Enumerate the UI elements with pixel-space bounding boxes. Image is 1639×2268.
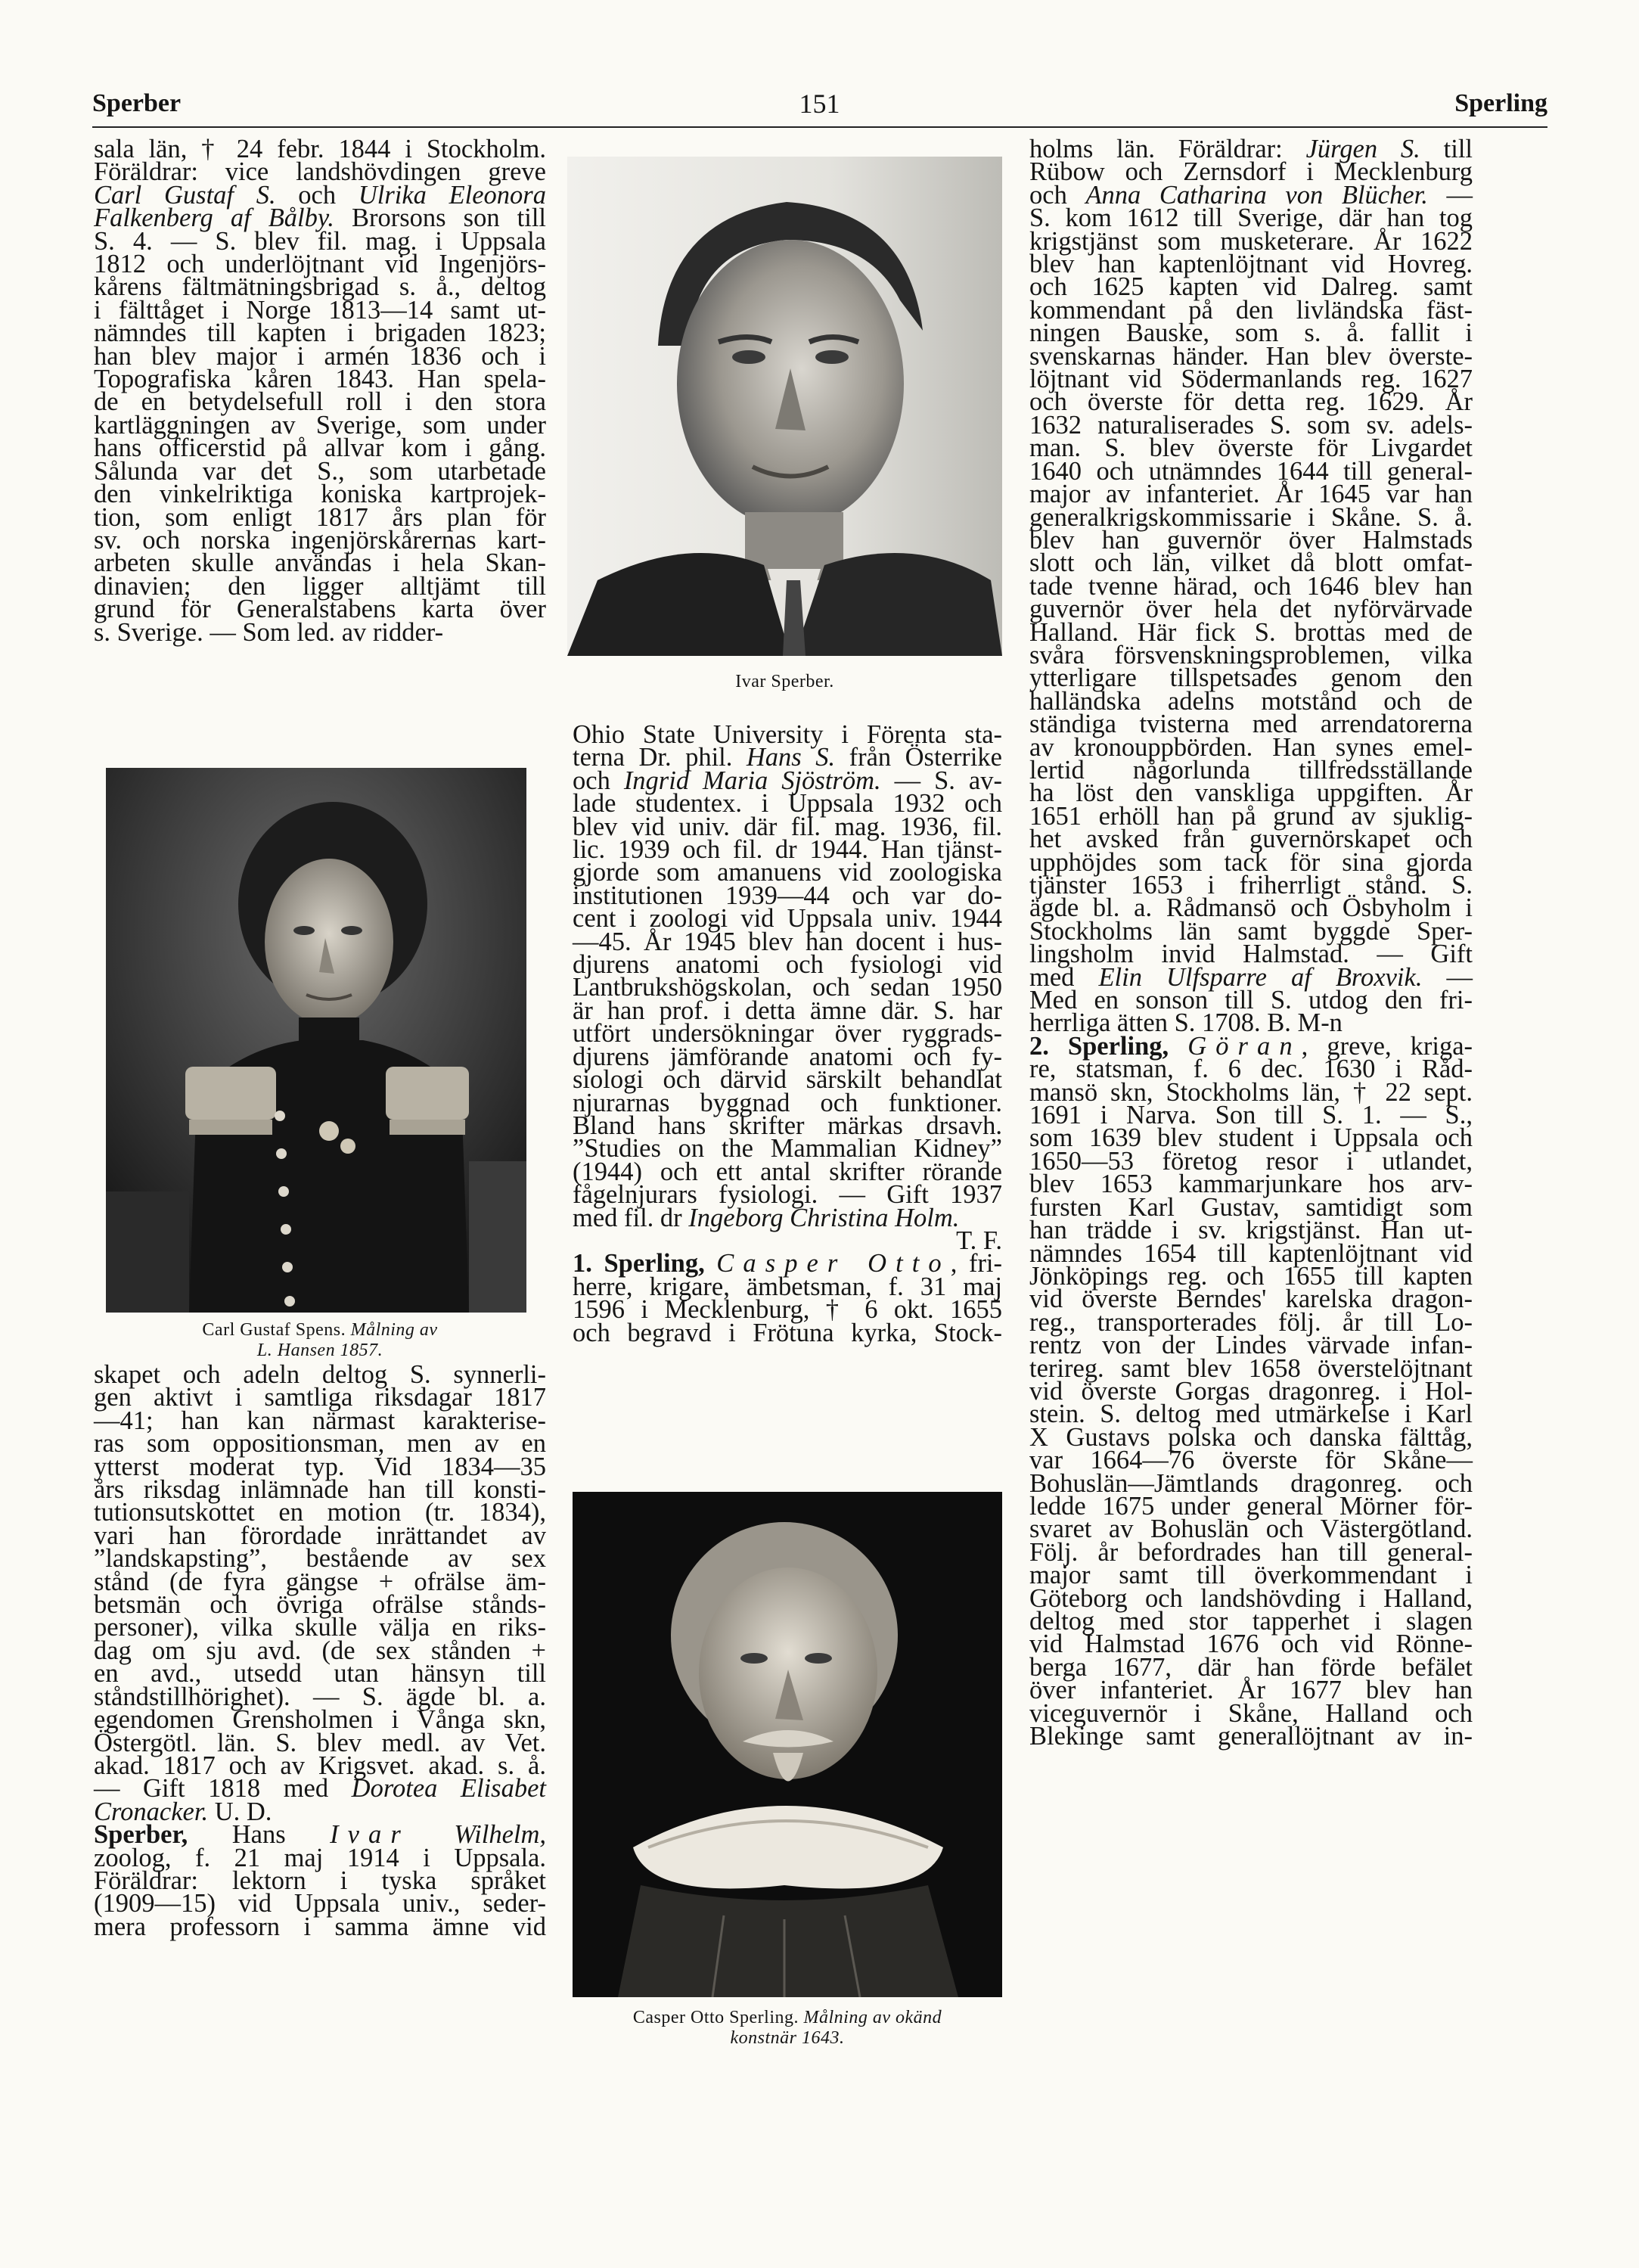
col3-line: blev han kaptenlöjtnant vid Hovreg.	[1029, 250, 1473, 279]
col3-line: herrliga ätten S. 1708. B. M-n	[1029, 1008, 1343, 1038]
portrait-spens-image	[106, 768, 526, 1313]
col3-line: stein. S. deltog med utmärkelse i Karl	[1029, 1400, 1473, 1429]
col1-bottom-line: Cronacker. U. D.	[94, 1797, 272, 1826]
caption-sperling-line2: konstnär 1643.	[730, 2028, 845, 2048]
col2-line: Ohio State University i Förenta sta-	[573, 720, 1002, 749]
col2-line: djurens anatomi och fysiologi vid	[573, 950, 1002, 980]
col1-top-line: arbeten skulle användas i hela Skan-	[94, 548, 546, 578]
col3-line: re, statsman, f. 6 dec. 1630 i Råd-	[1029, 1055, 1473, 1084]
col1-top-line: Topografiska kåren 1843. Han spela-	[94, 365, 546, 394]
col3-line: svenskarnas händer. Han blev överste-	[1029, 341, 1473, 371]
col3-line: av kronouppbörden. Han synes emel-	[1029, 732, 1473, 762]
header-rule	[92, 126, 1547, 128]
col2-line: —45. År 1945 blev han docent i hus-	[573, 927, 1002, 956]
col3-line: 2. Sperling, Göran, greve, kriga-	[1029, 1031, 1473, 1061]
col1-bottom-line: egendomen Grensholmen i Vånga skn,	[94, 1705, 546, 1735]
col3-line: ständiga tvisterna med arrendatorerna	[1029, 710, 1473, 739]
col3-line: 1640 och utnämndes 1644 till general-	[1029, 456, 1473, 486]
col3-line: lingsholm invid Halmstad. — Gift	[1029, 940, 1473, 969]
col2-line: utfört undersökningar över ryggrads-	[573, 1019, 1002, 1049]
col3-line: viceguvernör i Skåne, Halland och	[1029, 1698, 1473, 1728]
col3-line: generalkrigskommissarie i Skåne. S. å.	[1029, 502, 1473, 532]
col3-line: S. kom 1612 till Sverige, där han tog	[1029, 203, 1473, 233]
col2-line: (1944) och ett antal skrifter rörande	[573, 1157, 1002, 1186]
col1-bottom-line: ras som oppositionsman, men av en	[94, 1429, 546, 1459]
column-1-bottom	[94, 1360, 547, 1941]
signature-tf: T. F.	[956, 1226, 1002, 1255]
col2-line: lic. 1939 och fil. dr 1944. Han tjänst-	[573, 835, 1002, 865]
col3-line: X Gustavs polska och danska fälttåg,	[1029, 1422, 1473, 1452]
col3-line: het avsked från guvernörskapet och	[1029, 825, 1473, 854]
sperling1-line: herre, krigare, ämbetsman, f. 31 maj	[573, 1272, 1002, 1301]
col1-top-line: han blev major i armén 1836 och i	[94, 341, 546, 371]
page-number: 151	[799, 89, 840, 119]
col3-line: major av infanteriet. År 1645 var han	[1029, 480, 1473, 509]
col3-line: svaret av Bohuslän och Västergötland.	[1029, 1515, 1473, 1544]
col1-bottom-line: dag om sju avd. (de sex stånden +	[94, 1636, 546, 1665]
col3-line: Halland. Här fick S. brottas med de	[1029, 617, 1473, 647]
col3-line: reg., transporterades följ. år till Lo-	[1029, 1307, 1473, 1337]
col3-line: vid Halmstad 1676 och vid Rönne-	[1029, 1630, 1473, 1659]
col3-line: 1651 erhöll han på grund av sjuklig-	[1029, 801, 1473, 831]
col3-line: fursten Karl Gustav, samtidigt som	[1029, 1192, 1473, 1222]
col3-line: Med en sonson till S. utdog den fri-	[1029, 986, 1473, 1015]
col2-line: institutionen 1939—44 och var do-	[573, 881, 1002, 910]
sperling1-line: 1596 i Mecklenburg, † 6 okt. 1655	[573, 1295, 1002, 1325]
col2-line: siologi och därvid särskilt behandlat	[573, 1065, 1002, 1095]
col1-top-line: tion, som enligt 1817 års plan för	[94, 502, 546, 532]
col3-line: man. S. blev överste för Livgardet	[1029, 433, 1473, 463]
col3-line: ägde bl. a. Rådmansö och Ösbyholm i	[1029, 893, 1473, 923]
col1-bottom-line: ytterst moderat typ. Vid 1834—35	[94, 1452, 546, 1481]
col2-line: med fil. dr Ingeborg Christina Holm.	[573, 1203, 960, 1232]
col3-line: Rübow och Zernsdorf i Mecklenburg	[1029, 157, 1473, 187]
col3-line: ha löst den vanskliga uppgiften. År	[1029, 778, 1473, 808]
col3-line: blev han guvernör över Halmstads	[1029, 525, 1473, 555]
sperber-entry-line: Sperber, Hans Ivar Wilhelm,	[94, 1820, 547, 1850]
col2-line: gjorde som amanuens vid zoologiska	[573, 858, 1002, 887]
col3-line: löjtnant vid Södermanlands reg. 1627	[1029, 365, 1473, 394]
col3-line: Blekinge samt generallöjtnant av in-	[1029, 1722, 1473, 1751]
col1-bottom-line: en avd., utsedd utan hänsyn till	[94, 1659, 546, 1689]
col2-line: är han prof. i detta ämne där. S. har	[573, 996, 1002, 1025]
col1-bottom-line: akad. 1817 och av Krigsvet. akad. s. å.	[94, 1751, 546, 1780]
col1-bottom-line: Östergötl. län. S. blev medl. av Vet.	[94, 1728, 546, 1757]
col3-line: tade tvenne härad, och 1646 blev han	[1029, 571, 1473, 601]
running-head-left: Sperber	[92, 89, 182, 117]
col1-top-line: hans officerstid på allvar kom i gång.	[94, 433, 546, 463]
col3-line: guvernör över hela det nyförvärvade	[1029, 595, 1473, 624]
sperber-entry-line: mera professorn i samma ämne vid	[94, 1912, 546, 1941]
col3-line: och överste för detta reg. 1629. År	[1029, 387, 1473, 417]
sperber-entry-line: (1909—15) vid Uppsala univ., seder-	[94, 1889, 546, 1918]
col1-bottom-line: tutionsutskottet en motion (tr. 1834),	[94, 1498, 546, 1527]
col1-bottom-line: vari han förordade inrättandet av	[94, 1521, 546, 1550]
col1-top-line: sala län, † 24 febr. 1844 i Stockholm.	[94, 135, 546, 163]
col3-line: Göteborg och landshövding i Halland,	[1029, 1583, 1473, 1613]
col3-line: rentz von der Lindes värvade infan-	[1029, 1331, 1473, 1360]
col3-line: halländska adelns motstånd och de	[1029, 686, 1473, 716]
col1-bottom-line: års riksdag inlämnade han till konsti-	[94, 1475, 546, 1505]
col3-line: tjänster 1653 i friherrligt stånd. S.	[1029, 871, 1473, 899]
col2-line: lade studentex. i Uppsala 1932 och	[573, 789, 1002, 819]
col3-line: Följ. år befordrades han till general-	[1029, 1537, 1473, 1567]
col3-line: major samt till överkommendant i	[1029, 1561, 1473, 1590]
caption-spens	[94, 1320, 546, 1361]
portrait-sperling-image	[573, 1492, 1002, 1997]
col1-top-line: Falkenberg af Bålby. Brorsons son till	[94, 203, 546, 233]
col3-line: nämndes 1654 till kaptenlöjtnant vid	[1029, 1238, 1473, 1268]
col3-line: kommendant på den livländska fäst-	[1029, 295, 1473, 325]
caption-sperling	[573, 2008, 1002, 2049]
col2-line: och Ingrid Maria Sjöström. — S. av-	[573, 766, 1002, 795]
caption-spens-text: Carl Gustaf Spens.	[202, 1320, 351, 1340]
col2-line: njurarnas byggnad och funktioner.	[573, 1088, 1002, 1117]
sperber-entry-line: Föräldrar: lektorn i tyska språket	[94, 1866, 546, 1895]
column-3	[1029, 135, 1473, 1751]
col3-line: med Elin Ulfsparre af Broxvik. —	[1029, 962, 1473, 992]
col1-bottom-line: ”landskapsting”, bestående av sex	[94, 1544, 546, 1574]
col2-line: blev vid univ. där fil. mag. 1936, fil.	[573, 812, 1002, 841]
col1-bottom-line: —41; han kan närmast karakterise-	[94, 1406, 546, 1435]
col3-line: upphöjdes som tack för sina gjorda	[1029, 847, 1473, 877]
caption-spens-italic: Målning av	[350, 1320, 438, 1340]
col3-line: vid överste Berndes' karelska dragon-	[1029, 1285, 1473, 1314]
col1-bottom-line: skapet och adeln deltog S. synnerli-	[94, 1360, 546, 1389]
col1-bottom-line: — Gift 1818 med Dorotea Elisabet	[94, 1774, 546, 1804]
col3-line: 1632 naturaliserades S. som sv. adels-	[1029, 410, 1473, 440]
caption-sperling-italic: Målning av okänd	[803, 2008, 942, 2027]
col3-line: Bohuslän—Jämtlands dragonreg. och	[1029, 1468, 1473, 1498]
col3-line: Jönköpings reg. och 1655 till kapten	[1029, 1261, 1473, 1291]
col3-line: slott och län, vilket då blott omfat-	[1029, 548, 1473, 578]
col3-line: krigstjänst som musketerare. År 1622	[1029, 226, 1473, 256]
col1-top-line: de en betydelsefull roll i den stora	[94, 387, 546, 417]
col1-top-line: Sålunda var det S., som utarbetade	[94, 456, 546, 486]
caption-spens-line2: L. Hansen 1857.	[256, 1341, 383, 1360]
col1-top-line: 1812 och underlöjtnant vid Ingenjörs-	[94, 250, 546, 279]
col3-line: svåra försvenskningsproblemen, vilka	[1029, 640, 1473, 670]
col3-line: terireg. samt blev 1658 överstelöjtnant	[1029, 1353, 1473, 1383]
col1-bottom-line: personer), vilka skulle välja en riks-	[94, 1613, 546, 1642]
col1-top-line: S. 4. — S. blev fil. mag. i Uppsala	[94, 226, 546, 256]
col3-line: 1650—53 företog resor i utlandet,	[1029, 1146, 1473, 1176]
col3-line: han trädde i sv. krigstjänst. Han ut-	[1029, 1216, 1473, 1245]
sperber-entry-line: zoolog, f. 21 maj 1914 i Uppsala.	[94, 1843, 546, 1872]
col1-bottom-line: betsmän och övriga ofrälse stånds-	[94, 1590, 546, 1620]
col2-line: djurens jämförande anatomi och fy-	[573, 1042, 1002, 1071]
col3-line: holms län. Föräldrar: Jürgen S. till	[1029, 135, 1473, 163]
col2-line: fågelnjurars fysiologi. — Gift 1937	[573, 1180, 1002, 1210]
col1-top-line: s. Sverige. — Som led. av ridder-	[94, 617, 444, 647]
col3-line: mansö skn, Stockholms län, † 22 sept.	[1029, 1077, 1473, 1107]
col1-top-line: Carl Gustaf S. och Ulrika Eleonora	[94, 180, 546, 210]
col3-line: deltog med stor tapperhet i slagen	[1029, 1607, 1473, 1636]
col3-line: och 1625 kapten vid Dalreg. samt	[1029, 272, 1473, 302]
col3-line: Stockholms län samt byggde Sper-	[1029, 916, 1473, 946]
col3-line: som 1639 blev student i Uppsala och	[1029, 1123, 1473, 1153]
sperling1-line: och begravd i Frötuna kyrka, Stock-	[573, 1318, 1002, 1347]
portrait-sperber-image	[567, 157, 1002, 656]
col3-line: blev 1653 kammarjunkare hos arv-	[1029, 1170, 1473, 1199]
col1-top-line: kårens fältmätningsbrigad s. å., deltog	[94, 272, 546, 302]
column-1-top	[94, 135, 546, 647]
col1-bottom-line: stånd (de fyra gängse + ofrälse äm-	[94, 1567, 546, 1596]
col3-line: lertid någorlunda tillfredsställande	[1029, 755, 1473, 784]
col1-top-line: i fälttåget i Norge 1813—14 samt ut-	[94, 295, 546, 325]
col1-top-line: dinavien; den ligger alltjämt till	[94, 571, 546, 601]
col1-top-line: nämndes till kapten i brigaden 1823;	[94, 318, 546, 348]
column-2-top	[573, 720, 1003, 1347]
col3-line: var 1664—76 överste för Skåne—	[1029, 1446, 1473, 1475]
col2-line: cent i zoologi vid Uppsala univ. 1944	[573, 904, 1002, 934]
col3-line: ytterligare tillspetsades genom den	[1029, 663, 1473, 693]
col1-bottom-line: ståndstillhörighet). — S. ägde bl. a.	[94, 1682, 546, 1711]
col3-line: 1691 i Narva. Son till S. 1. — S.,	[1029, 1101, 1473, 1130]
sperling1-line: 1. Sperling, Casper Otto, fri-	[573, 1249, 1003, 1278]
col3-line: ningen Bauske, som s. å. fallit i	[1029, 318, 1473, 348]
caption-sperling-text: Casper Otto Sperling.	[632, 2008, 804, 2027]
col1-top-line: grund för Generalstabens karta över	[94, 595, 546, 624]
col3-line: vid överste Gorgas dragonreg. i Hol-	[1029, 1376, 1473, 1406]
col1-top-line: kartläggningen av Sverige, som under	[94, 410, 546, 440]
col1-bottom-line: gen aktivt i samtliga riksdagar 1817	[94, 1383, 546, 1412]
col1-top-line: sv. och norska ingenjörskårernas kart-	[94, 525, 546, 555]
col3-line: berga 1677, där han förde befälet	[1029, 1652, 1473, 1682]
running-head-right: Sperling	[1454, 89, 1547, 117]
col3-line: och Anna Catharina von Blücher. —	[1029, 180, 1473, 210]
col3-line: över infanteriet. År 1677 blev han	[1029, 1676, 1473, 1705]
col2-line: ”Studies on the Mammalian Kidney”	[573, 1134, 1002, 1164]
col3-line: ledde 1675 under general Mörner för-	[1029, 1491, 1473, 1521]
col1-top-line: Föräldrar: vice landshövdingen greve	[94, 157, 546, 187]
col1-top-line: den vinkelriktiga koniska kartprojek-	[94, 480, 546, 509]
col2-line: Bland hans skrifter märkas drsavh.	[573, 1111, 1002, 1140]
caption-sperber: Ivar Sperber.	[735, 672, 834, 691]
col2-line: Lantbrukshögskolan, och sedan 1950	[573, 973, 1002, 1002]
col2-line: terna Dr. phil. Hans S. från Österrike	[573, 743, 1002, 772]
